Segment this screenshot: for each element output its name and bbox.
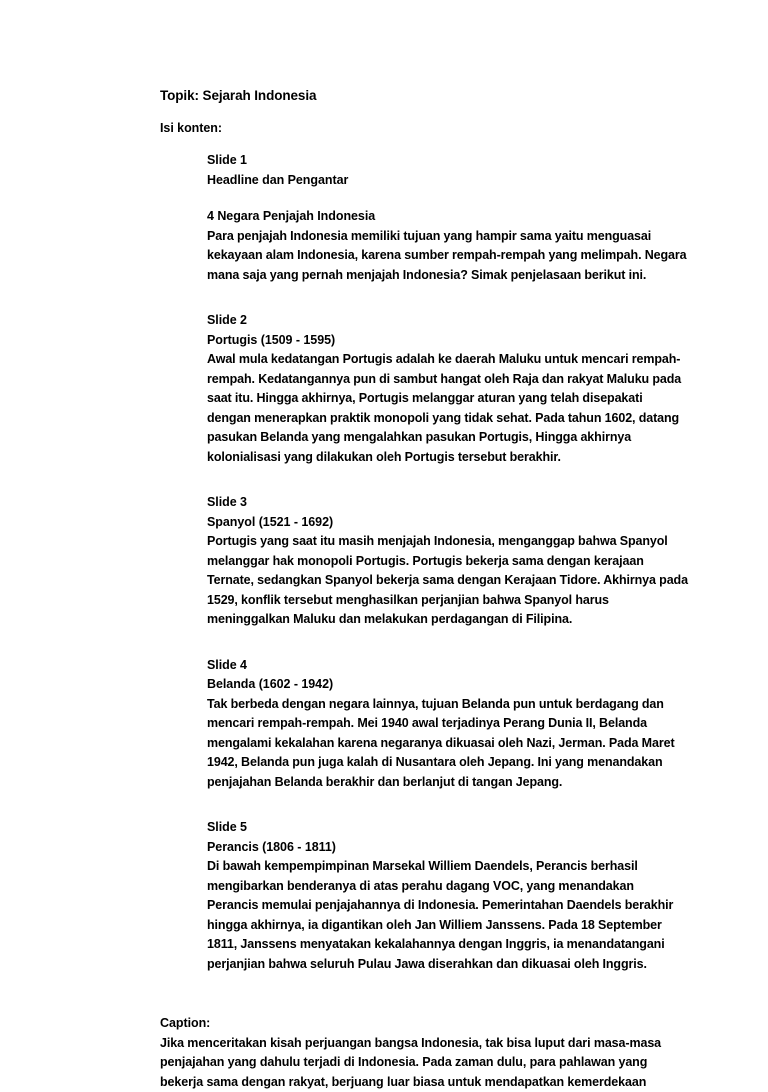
- slides-container: [207, 151, 688, 974]
- spacer: [207, 190, 688, 207]
- slide-entry-3: [207, 493, 688, 630]
- slide-marker: Slide 5: [207, 818, 688, 838]
- slide-body: Di bawah kempempimpinan Marsekal Williem Daendels, Perancis berhasil mengibarkan benderanya di atas perahu dagang VOC, yang menandakan Perancis memulai penjajahannya di Indonesia. Pemerintahan Daendels berakhir hingga akhirnya, ia digantikan oleh Jan Williem Janssens. Pada 18 September 1811, Janssens menyatakan kekalahannya dengan Inggris, ia menandatangani perjanjian bahwa seluruh Pulau Jawa diserahkan dan dikuasai oleh Inggris.: [207, 857, 688, 974]
- spacer: [207, 630, 688, 656]
- slide-marker: Slide 3: [207, 493, 688, 513]
- spacer: [207, 792, 688, 818]
- slide-heading: 4 Negara Penjajah Indonesia: [207, 207, 688, 227]
- slide-heading: Spanyol (1521 - 1692): [207, 513, 688, 533]
- content-label: Isi konten:: [160, 119, 688, 139]
- spacer: [160, 974, 688, 1014]
- spacer: [207, 285, 688, 311]
- caption-text: Jika menceritakan kisah perjuangan bangsa Indonesia, tak bisa luput dari masa-masa penjajahan yang dahulu terjadi di Indonesia. Pada zaman dulu, para pahlawan yang bekerja sama dengan rakyat, berjuang luar biasa untuk mendapatkan kemerdekaan: [160, 1034, 688, 1092]
- slide-body: Tak berbeda dengan negara lainnya, tujuan Belanda pun untuk berdagang dan mencari rempah-rempah. Mei 1940 awal terjadinya Perang Dunia II, Belanda mengalami kekalahan karena negaranya dikuasai oleh Nazi, Jerman. Pada Maret 1942, Belanda pun juga kalah di Nusantara oleh Jepang. Ini yang menandakan penjajahan Belanda berakhir dan berlanjut di tangan Jepang.: [207, 695, 688, 793]
- slide-body: Awal mula kedatangan Portugis adalah ke daerah Maluku untuk mencari rempah-rempah. Kedatangannya pun di sambut hangat oleh Raja dan rakyat Maluku pada saat itu. Hingga akhirnya, Portugis melanggar aturan yang telah disepakati dengan menerapkan praktik monopoli yang tidak sehat. Pada tahun 1602, datang pasukan Belanda yang mengalahkan pasukan Portugis, Hingga akhirnya kolonialisasi yang dilakukan oleh Portugis tersebut berakhir.: [207, 350, 688, 467]
- slide-marker: Slide 2: [207, 311, 688, 331]
- slide-body: Para penjajah Indonesia memiliki tujuan yang hampir sama yaitu menguasai kekayaan alam Indonesia, karena sumber rempah-rempah yang melimpah. Negara mana saja yang pernah menjajah Indonesia? Simak penjelasaan berikut ini.: [207, 227, 688, 286]
- slide-entry-1: [207, 151, 688, 285]
- slide-entry-2: [207, 311, 688, 467]
- slide-entry-5: [207, 818, 688, 974]
- spacer: [160, 106, 688, 119]
- slide-marker: Slide 4: [207, 656, 688, 676]
- slide-subtitle: Headline dan Pengantar: [207, 171, 688, 191]
- slide-marker: Slide 1: [207, 151, 688, 171]
- slide-entry-4: [207, 656, 688, 793]
- slide-heading: Portugis (1509 - 1595): [207, 331, 688, 351]
- slide-heading: Perancis (1806 - 1811): [207, 838, 688, 858]
- document-body: [160, 86, 688, 1092]
- spacer: [160, 138, 688, 151]
- page-title: Topik: Sejarah Indonesia: [160, 86, 688, 106]
- spacer: [207, 467, 688, 493]
- slide-heading: Belanda (1602 - 1942): [207, 675, 688, 695]
- slide-body: Portugis yang saat itu masih menjajah Indonesia, menganggap bahwa Spanyol melanggar hak monopoli Portugis. Portugis bekerja sama dengan kerajaan Ternate, sedangkan Spanyol bekerja sama dengan Kerajaan Tidore. Akhirnya pada 1529, konflik tersebut menghasilkan perjanjian bahwa Spanyol harus meninggalkan Maluku dan melakukan perdagangan di Filipina.: [207, 532, 688, 630]
- caption-label: Caption:: [160, 1014, 688, 1034]
